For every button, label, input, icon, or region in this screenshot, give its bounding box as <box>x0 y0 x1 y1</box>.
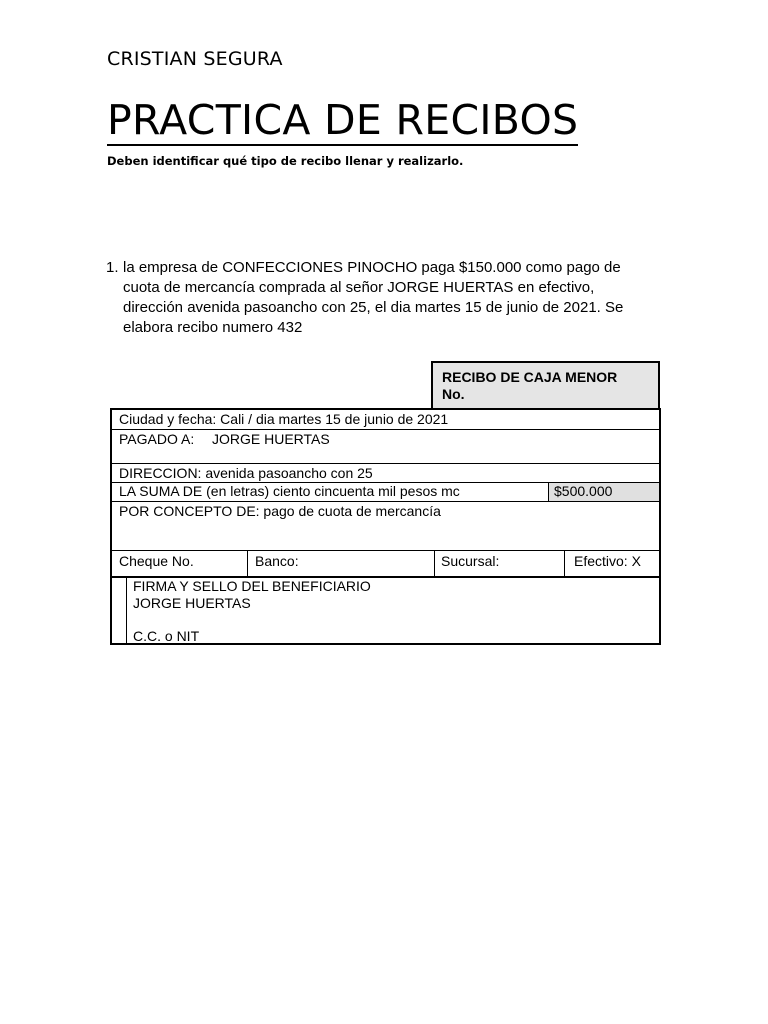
divider <box>112 463 659 464</box>
exercise-line: cuota de mercancía comprada al señor JORGE HUERTAS en efectivo, <box>123 279 595 296</box>
receipt-type: RECIBO DE CAJA MENOR <box>442 369 618 385</box>
exercise-line: elabora recibo numero 432 <box>123 319 303 336</box>
receipt-header <box>431 361 660 408</box>
id-label: C.C. o NIT <box>133 628 200 644</box>
divider <box>564 550 565 576</box>
divider <box>548 482 549 501</box>
exercise-line: la empresa de CONFECCIONES PINOCHO paga $150.000 como pago de <box>123 259 621 276</box>
signature-label: FIRMA Y SELLO DEL BENEFICIARIO <box>133 578 371 594</box>
exercise-statement <box>106 258 646 338</box>
bank-label: Banco: <box>255 553 299 569</box>
sum-in-words: LA SUMA DE (en letras) ciento cincuenta mil pesos mc <box>119 483 460 499</box>
receipt-number-label: No. <box>442 386 465 402</box>
paid-to-label: PAGADO A: <box>119 431 195 447</box>
receipt-header-title <box>442 369 617 403</box>
divider <box>112 429 659 430</box>
divider <box>126 577 127 645</box>
divider <box>112 550 659 551</box>
author-name: CRISTIAN SEGURA <box>107 48 283 70</box>
exercise-text <box>123 258 646 338</box>
page-title: PRACTICA DE RECIBOS <box>107 96 579 144</box>
cash-label: Efectivo: X <box>574 553 641 569</box>
exercise-number: 1. <box>106 259 119 276</box>
address: DIRECCION: avenida pasoancho con 25 <box>119 465 373 481</box>
signature-name: JORGE HUERTAS <box>133 595 251 611</box>
concept: POR CONCEPTO DE: pago de cuota de mercancía <box>119 503 441 519</box>
exercise-line: dirección avenida pasoancho con 25, el dia martes 15 de junio de 2021. Se <box>123 299 624 316</box>
city-date: Ciudad y fecha: Cali / dia martes 15 de junio de 2021 <box>119 411 449 427</box>
branch-label: Sucursal: <box>441 553 500 569</box>
instructions: Deben identificar qué tipo de recibo llenar y realizarlo. <box>107 154 464 168</box>
paid-to-value: JORGE HUERTAS <box>212 431 330 447</box>
sum-amount: $500.000 <box>554 483 613 499</box>
receipt-form <box>110 408 661 645</box>
divider <box>247 550 248 576</box>
divider <box>112 501 659 502</box>
cheque-label: Cheque No. <box>119 553 194 569</box>
divider <box>434 550 435 576</box>
